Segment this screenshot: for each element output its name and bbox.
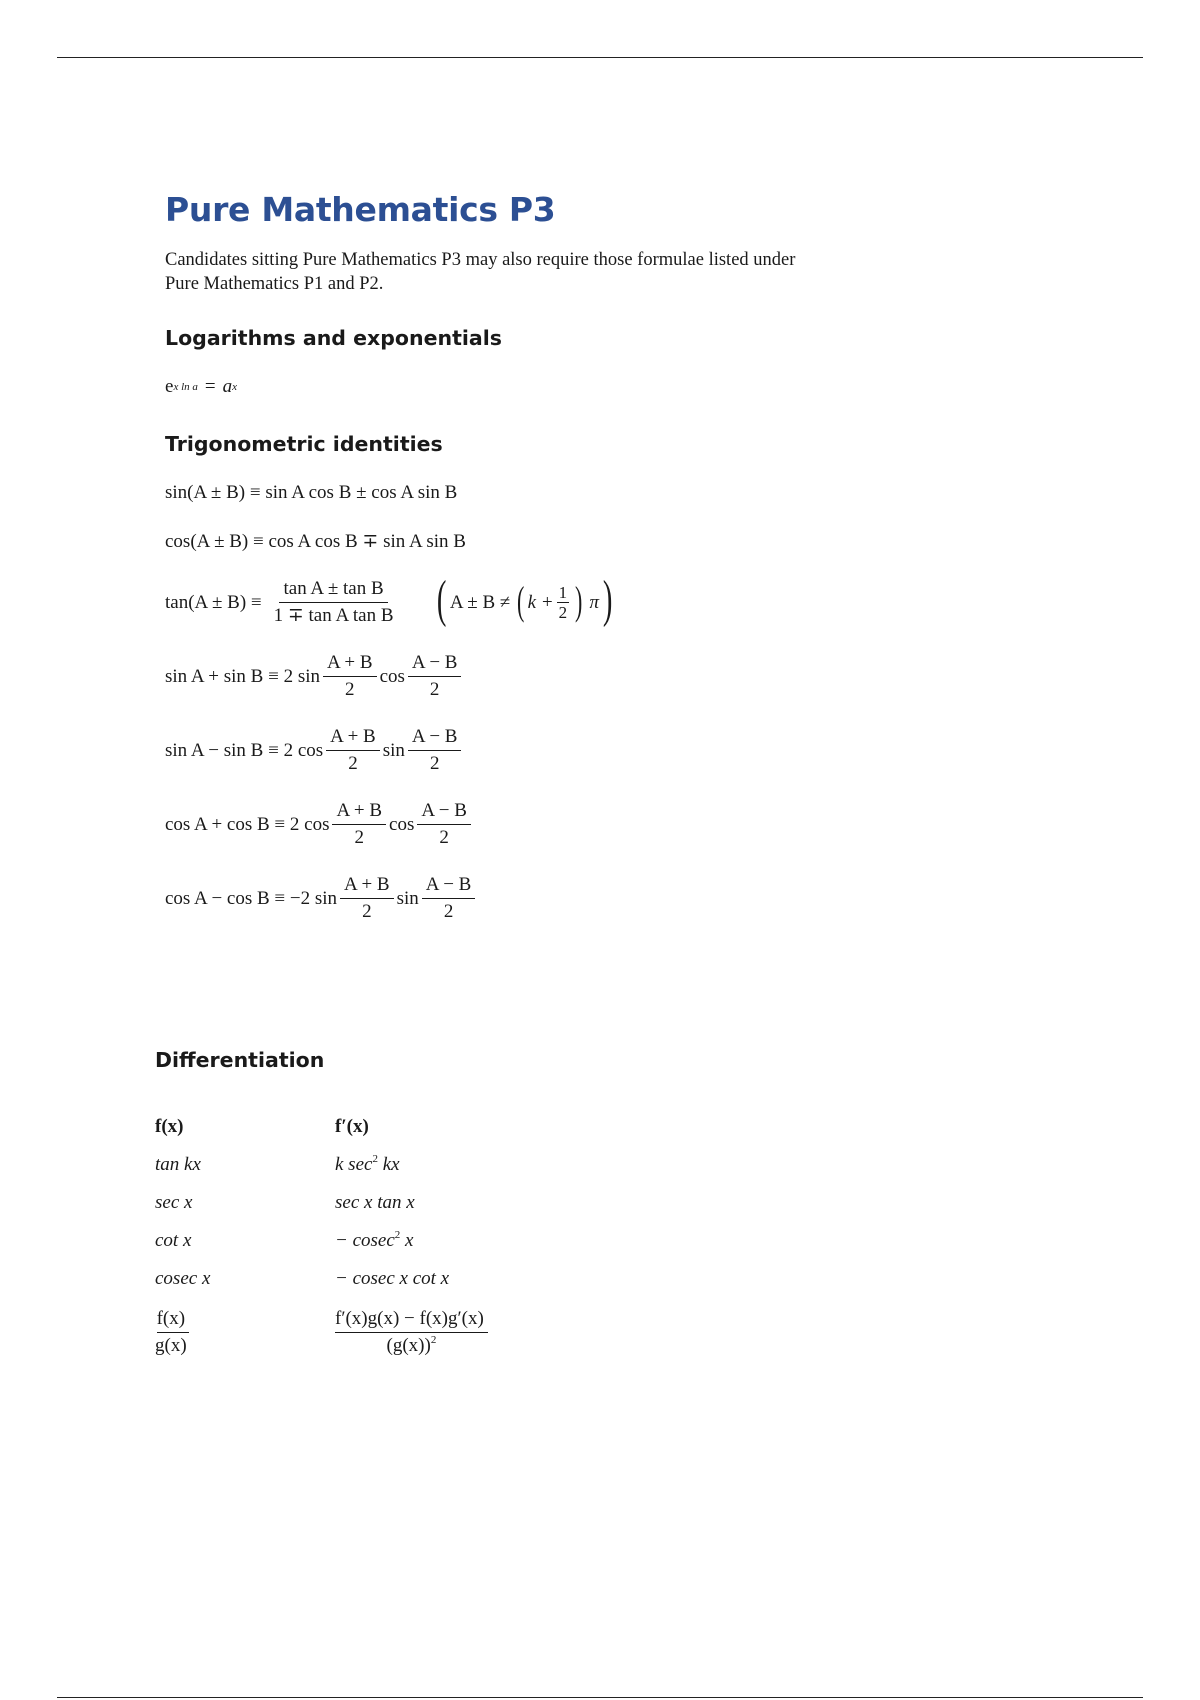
frac-den: 2 [348, 753, 358, 774]
frac-num: A − B [417, 800, 471, 825]
intro-line-1: Candidates sitting Pure Mathematics P3 may also require those formulae listed under [165, 250, 796, 270]
intro-paragraph [165, 248, 885, 296]
sin-minus-sin-frac-1 [326, 726, 380, 775]
diff-fp-pre: k sec [335, 1154, 373, 1175]
cos-plus-cos-frac-1 [332, 800, 386, 849]
sin-minus-sin-frac-2 [408, 726, 462, 775]
diff-header-f: f(x) [155, 1116, 184, 1137]
diff-row [155, 1260, 735, 1298]
section-trig: Trigonometric identities [165, 432, 443, 456]
section-differentiation: Differentiation [155, 1048, 325, 1072]
cos-minus-cos-lhs: cos A − cos B ≡ −2 sin [165, 887, 338, 909]
tan-condition-lhs: A ± B ≠ [449, 591, 511, 613]
half-numerator: 1 [558, 583, 568, 602]
tan-sum-denominator: 1 ∓ tan A tan B [273, 605, 394, 626]
frac-den: 2 [429, 679, 440, 700]
sin-plus-sin-cos: cos [379, 665, 405, 687]
diff-f: sec x [155, 1192, 193, 1213]
tan-sum-fraction [270, 578, 398, 627]
quotient-f-frac [155, 1308, 191, 1357]
diff-header-fp: f′(x) [335, 1116, 369, 1137]
quotient-fp-den [383, 1333, 441, 1357]
quotient-fp-frac [335, 1308, 488, 1357]
exp-rhs-power: x [232, 381, 237, 393]
exp-rhs: a [222, 376, 233, 397]
frac-den: 2 [429, 753, 440, 774]
frac-num: A − B [408, 726, 462, 751]
exp-eq: = [204, 376, 216, 397]
sin-minus-sin-sin: sin [382, 739, 405, 761]
diff-f: cosec x [155, 1268, 211, 1289]
section-logarithms: Logarithms and exponentials [165, 326, 502, 350]
tan-condition-half [557, 583, 570, 622]
diff-fp-pre: sec x tan x [335, 1192, 415, 1213]
frac-num: A + B [332, 800, 386, 825]
frac-num: A + B [326, 726, 380, 751]
cos-plus-cos-cos: cos [389, 813, 415, 835]
diff-row [155, 1146, 735, 1184]
formula-sin-plus-sin [165, 652, 464, 701]
sin-minus-sin-lhs: sin A − sin B ≡ 2 cos [165, 739, 324, 761]
diff-fp-pre: − cosec [335, 1230, 395, 1251]
frac-num: A − B [408, 652, 462, 677]
diff-fp [335, 1154, 735, 1176]
intro-line-2: Pure Mathematics P1 and P2. [165, 274, 384, 294]
sin-sum-text: sin(A ± B) ≡ sin A cos B ± cos A sin B [165, 482, 458, 503]
diff-row [155, 1222, 735, 1260]
formula-sin-minus-sin [165, 726, 464, 775]
quotient-fp-den-sup: 2 [430, 1333, 437, 1346]
formula-cos-plus-cos [165, 800, 474, 849]
half-denominator: 2 [558, 603, 568, 622]
quotient-f-den: g(x) [155, 1334, 187, 1356]
formula-sin-sum [165, 482, 457, 504]
cos-minus-cos-frac-2 [422, 874, 476, 923]
exp-power: x ln a [173, 381, 198, 393]
formula-cos-minus-cos [165, 874, 478, 923]
sin-plus-sin-lhs: sin A + sin B ≡ 2 sin [165, 665, 320, 687]
diff-quotient-row [155, 1302, 735, 1362]
cos-minus-cos-frac-1 [340, 874, 394, 923]
frac-den: 2 [345, 679, 355, 700]
sin-plus-sin-frac-2 [408, 652, 462, 701]
diff-quotient-fp [335, 1308, 735, 1357]
differentiation-table [155, 1108, 735, 1362]
cos-plus-cos-frac-2 [417, 800, 471, 849]
quotient-f-num: f(x) [157, 1308, 189, 1333]
cond-open-paren: ( [436, 570, 446, 628]
bottom-rule [57, 1697, 1143, 1698]
frac-num: A + B [323, 652, 377, 677]
cos-minus-cos-sin: sin [396, 887, 419, 909]
diff-row [155, 1184, 735, 1222]
page-title: Pure Mathematics P3 [165, 190, 556, 229]
tan-sum-lhs: tan(A ± B) ≡ [165, 591, 262, 613]
diff-f: tan kx [155, 1154, 201, 1175]
cond-close-paren: ) [602, 570, 613, 628]
cond-inner-open-paren: ( [517, 577, 525, 623]
frac-num: A − B [422, 874, 476, 899]
tan-sum-numerator: tan A ± tan B [279, 578, 387, 603]
formula-tan-sum [165, 570, 616, 628]
frac-den: 2 [443, 901, 454, 922]
diff-quotient-f [155, 1308, 335, 1357]
diff-header-row [155, 1108, 735, 1146]
frac-den: 2 [354, 827, 364, 848]
diff-f: cot x [155, 1230, 192, 1251]
diff-fp-pre: − cosec x cot x [335, 1268, 450, 1289]
diff-fp-post: x [400, 1230, 414, 1251]
quotient-fp-den-base: (g(x)) [386, 1334, 431, 1356]
diff-fp-sup: 2 [372, 1153, 378, 1165]
formula-cos-sum [165, 530, 466, 553]
diff-fp [335, 1268, 735, 1290]
frac-num: A + B [340, 874, 394, 899]
tan-condition-pi: π [589, 591, 599, 613]
sin-plus-sin-frac-1 [323, 652, 377, 701]
top-rule [57, 57, 1143, 58]
diff-fp-post: kx [377, 1154, 400, 1175]
diff-fp-sup: 2 [394, 1229, 401, 1241]
diff-fp [335, 1230, 735, 1252]
quotient-fp-num: f′(x)g(x) − f(x)g′(x) [335, 1308, 488, 1333]
frac-den: 2 [439, 827, 449, 848]
diff-fp [335, 1192, 735, 1214]
tan-condition-k: k + [527, 591, 554, 613]
cos-sum-text: cos(A ± B) ≡ cos A cos B ∓ sin A sin B [165, 531, 466, 552]
cond-inner-close-paren: ) [575, 577, 583, 623]
formula-exponential [165, 376, 237, 398]
cos-plus-cos-lhs: cos A + cos B ≡ 2 cos [165, 813, 330, 835]
frac-den: 2 [362, 901, 372, 922]
exp-base: e [165, 376, 174, 397]
